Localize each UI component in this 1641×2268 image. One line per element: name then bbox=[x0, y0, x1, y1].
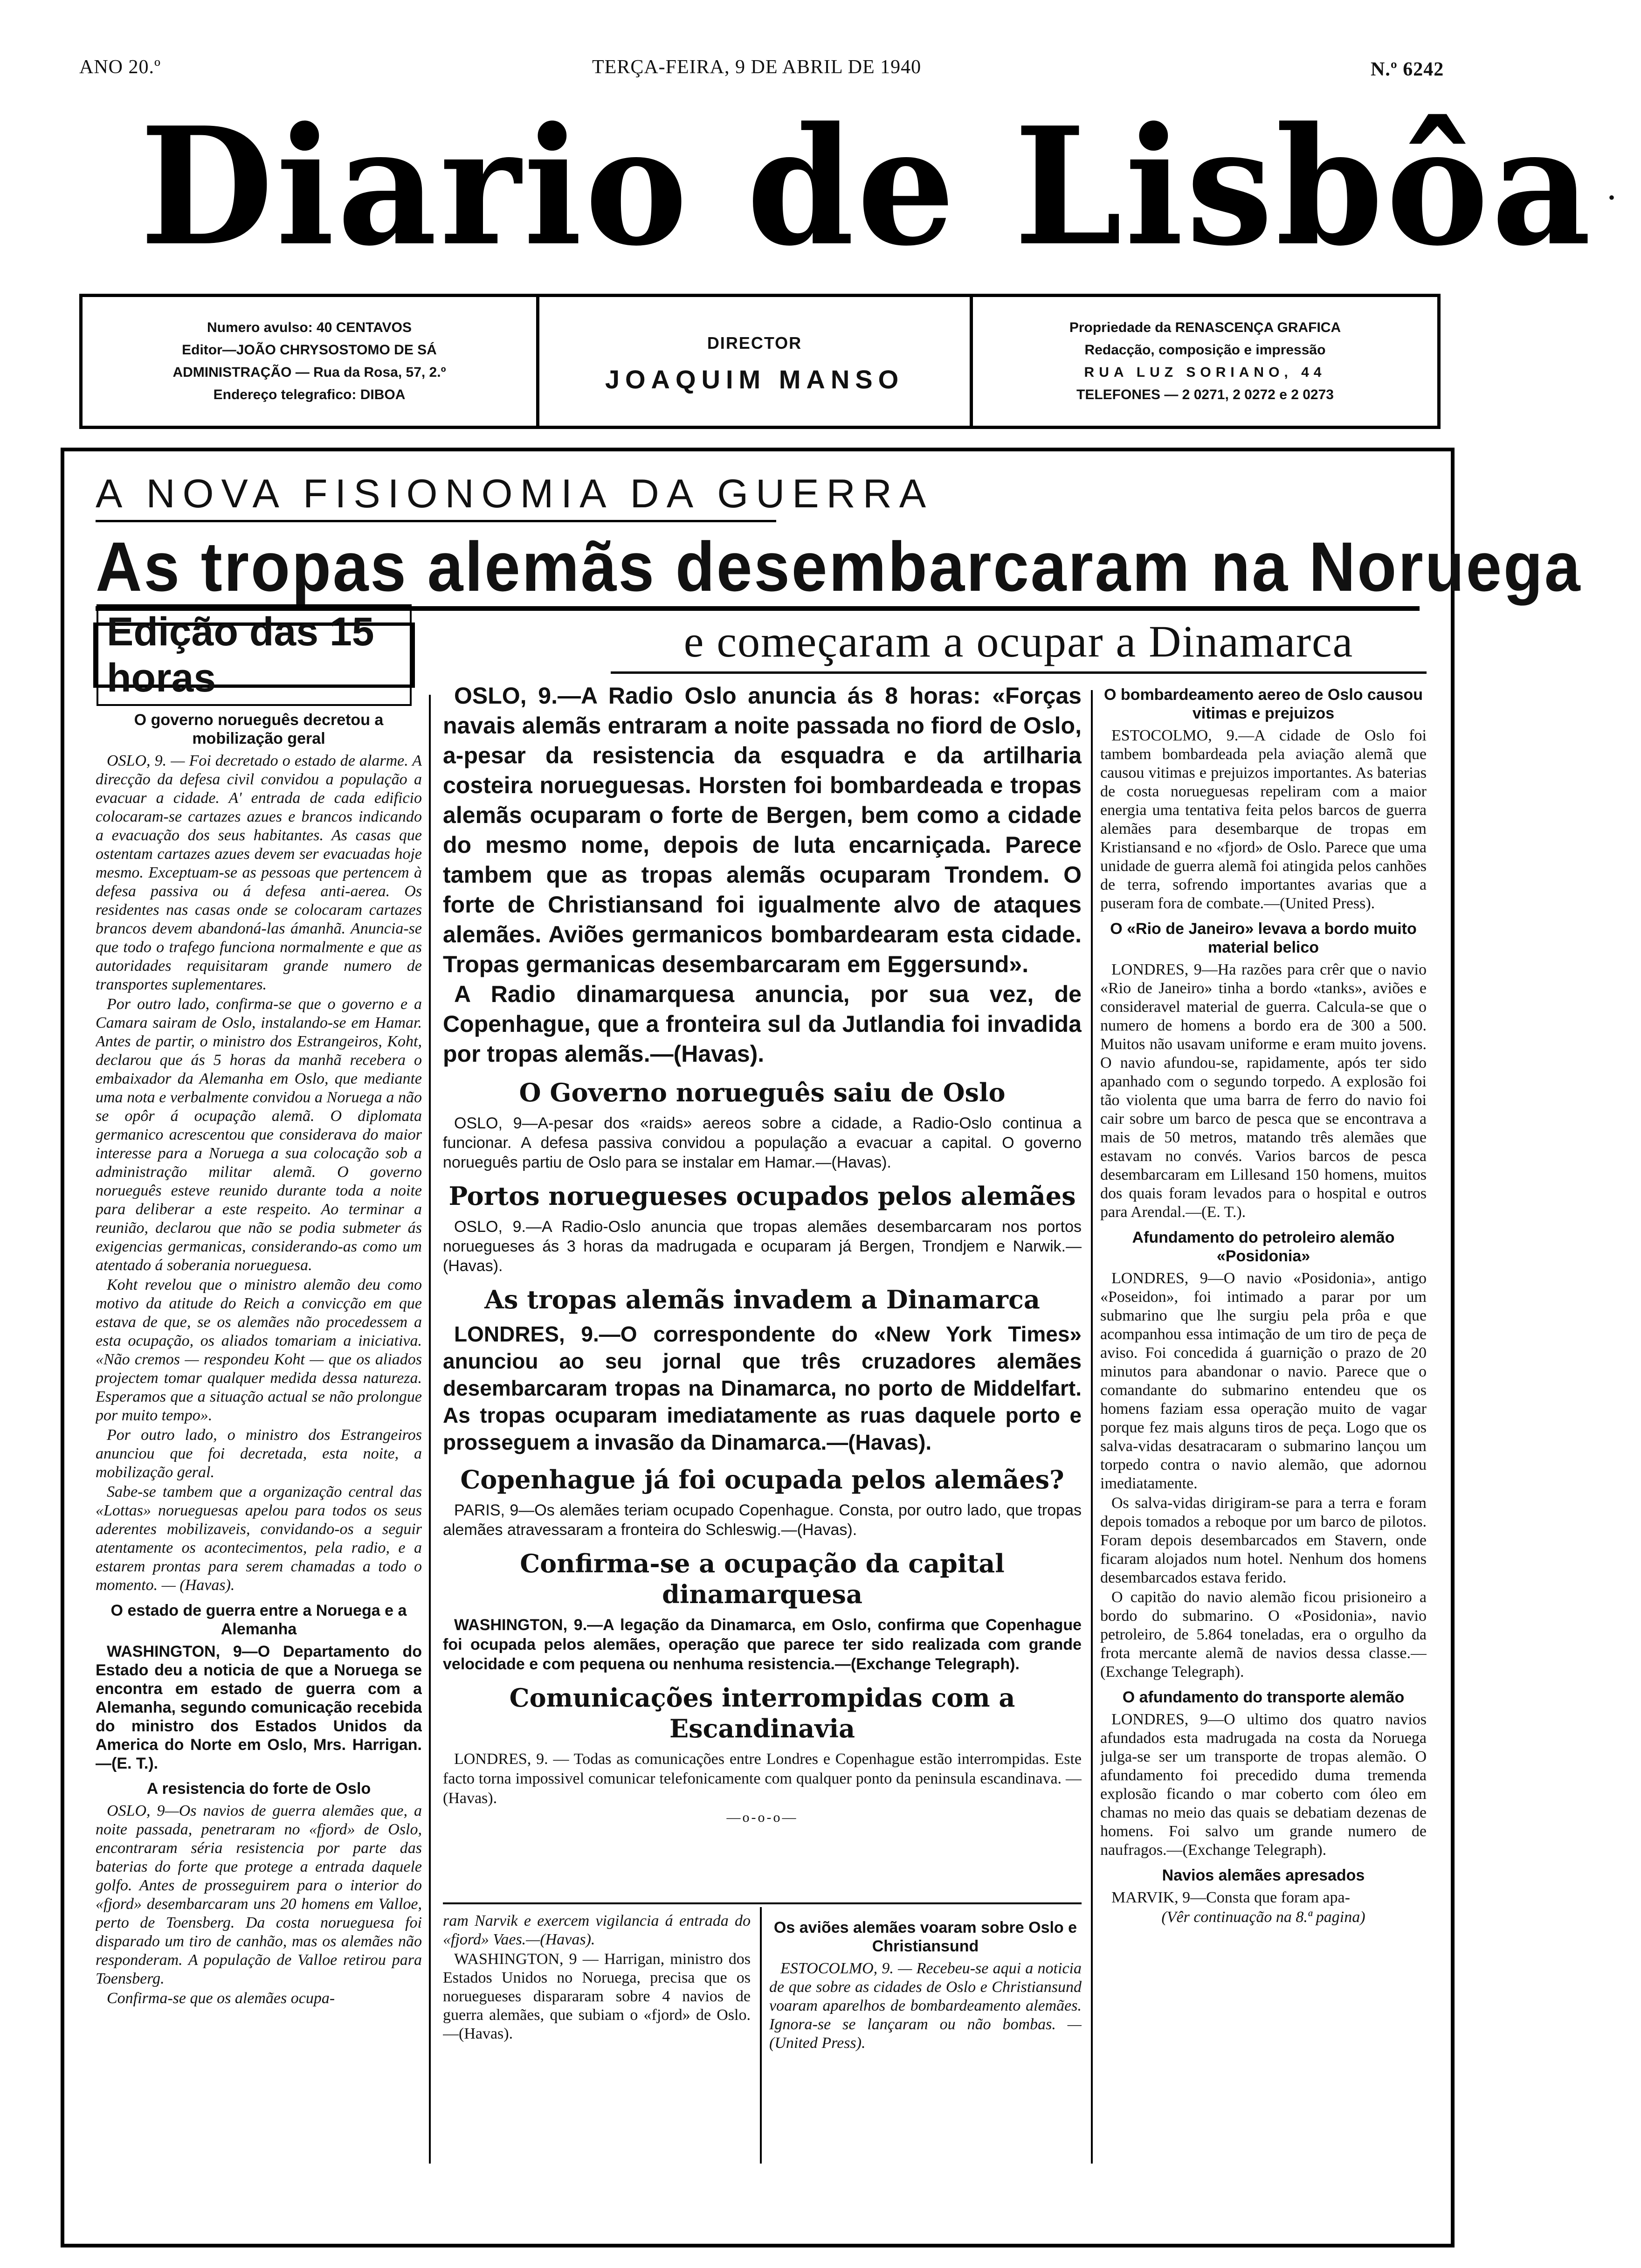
article-paragraph: ram Narvik e exercem vigilancia á entrada do «fjord» Vaes.—(Havas). bbox=[443, 1912, 751, 1948]
article-paragraph: Koht revelou que o ministro alemão deu como motivo da atitude do Reich a convicção em que estava de que, se os alemães não procedessem a esta ocupação, os aliados tomariam a iniciativa. «Não cremos — respondeu Koht — que os aliados projectem tomar qualquer medida dessa natureza. Esperamos que a situação actual se não prolongue por muito tempo». bbox=[96, 1276, 422, 1424]
separator: —o-o-o— bbox=[726, 1810, 798, 1825]
masthead-title: Diario de Lisbôa bbox=[140, 91, 1594, 282]
edition-label: Edição das 15 horas bbox=[97, 604, 412, 706]
article-paragraph: Sabe-se tambem que a organização central das «Lottas» norueguesas apelou para todos os seus aderentes mobilizaveis, convidando-os a seguir atentamente os acontecimentos, pela radio, e a estarem prontas para serem chamadas a todo o momento. — (Havas). bbox=[96, 1483, 422, 1594]
article-paragraph: WASHINGTON, 9—O Departamento do Estado deu a noticia de que a Noruega se encontra em estado de guerra com a Alemanha, segundo comunicação recebida do ministro dos Estados Unidos da America do Norte em Oslo, Mrs. Harrigan.—(E. T.). bbox=[96, 1643, 422, 1772]
margin-dot: • bbox=[1608, 187, 1615, 208]
article-heading: Afundamento do petroleiro alemão «Posidonia» bbox=[1132, 1229, 1395, 1265]
telegraph-line: Endereço telegrafico: DIBOA bbox=[213, 387, 406, 402]
lead-paragraph: A Radio dinamarquesa anuncia, por sua vez, de Copenhague, que a fronteira sul da Jutlandia foi invadida por tropas alemãs.—(Havas). bbox=[443, 981, 1082, 1067]
article-paragraph: Por outro lado, confirma-se que o governo e a Camara sairam de Oslo, instalando-se em Hamar. Antes de partir, o ministro dos Estrangeiros, Koht, declarou que ás 5 horas da manhã recebera o embaixador da Alemanha em Oslo, que mediante uma nota e verbalmente convidou a Noruega a não se opôr á ocupação alemã. O diplomata germanico acrescentou que considerava do maior interesse para a Noruega a sua colocação sob a administração militar alemã. O governo norueguês esteve reunido durante toda a noite para deliberar a este respeito. Ao terminar a reunião, declarou que não se podia submeter ás exigencias germanicas, considerando-as como um atentado á soberania norueguesa. bbox=[96, 996, 422, 1274]
article-paragraph: ESTOCOLMO, 9.—A cidade de Oslo foi tambem bombardeada pela aviação alemã que causou vitimas e prejuizos importantes. As baterias de costa norueguesas repeliram com a maior energia uma tentativa feita pelos barcos de guerra alemães para desembarque de tropas em Kristiansand e no «fjord» de Oslo. Parece que uma unidade de guerra alemã foi atingida pelos canhões de terra, sofrendo importantes avarias que a puseram fora de combate.—(United Press). bbox=[1100, 727, 1427, 912]
article-paragraph: LONDRES, 9—Ha razões para crêr que o navio «Rio de Janeiro» tinha a bordo «tanks», aviões e consideravel material de guerra. Calcula-se que o numero de homens a bordo era de 300 a 500. Muitos não usavam uniforme e eram muito jovens. O navio afundou-se, rapidamente, após ter sido apanhado com o segundo torpedo. A explosão foi tão violenta que uma barra de ferro do navio foi cair sobre um barco de pesca que se encontrava a mais de 50 metros, matando três alemães que estavam no convés. Varios barcos de pesca desembarcaram em Lillesand 150 homens, muitos dos quais foram levados para o hospital e outros para Arendal.—(E. T.). bbox=[1100, 961, 1427, 1221]
article-paragraph: Confirma-se que os alemães ocupa- bbox=[107, 1990, 335, 2007]
article-heading: Navios alemães apresados bbox=[1162, 1867, 1365, 1884]
section-heading: Comunicações interrompidas com a Escandinavia bbox=[509, 1683, 1015, 1743]
main-headline: As tropas alemãs desembarcaram na Noruega bbox=[96, 527, 1582, 606]
article-heading: Os aviões alemães voaram sobre Oslo e Christiansund bbox=[773, 1919, 1077, 1955]
kicker-rule bbox=[96, 520, 776, 522]
article-paragraph: OSLO, 9—Os navios de guerra alemães que, a noite passada, penetraram no «fjord» de Oslo, encontraram séria resistencia por parte das baterias do forte que protege a entrada daquele golfo. Antes de prosseguirem para o interior do «fjord» desembarcaram uns 20 homens em Valloe, perto de Toensberg. Da costa norueguesa foi disparado um tiro de canhão, mas os alemães não responderam. A população de Valloe retirou para Toensberg. bbox=[96, 1802, 422, 1987]
article-heading: O afundamento do transporte alemão bbox=[1122, 1688, 1405, 1706]
left-column bbox=[96, 704, 422, 2164]
section-heading: Confirma-se a ocupação da capital dinamarquesa bbox=[520, 1549, 1005, 1609]
article-paragraph: Os salva-vidas dirigiram-se para a terra e foram depois tomados a reboque por um barco de pilotos. Foram depois desembarcados em Stavern, onde ficaram alojados num hotel. Nenhum dos homens desembarcados estava ferido. bbox=[1100, 1494, 1427, 1586]
section-paragraph: OSLO, 9—A-pesar dos «raids» aereos sobre a cidade, a Radio-Oslo continua a funcionar. A defesa passiva convidou a população a evacuar a capital. O governo norueguês partiu de Oslo para se instalar em Hamar.—(Havas). bbox=[443, 1114, 1082, 1171]
section-paragraph: WASHINGTON, 9.—A legação da Dinamarca, em Oslo, confirma que Copenhague foi ocupada pelos alemães, operação que parece ter sido realizada com grande velocidade e com pequena ou nenhuma resistencia.—(Exchange Telegraph). bbox=[443, 1616, 1082, 1673]
edition-box bbox=[93, 609, 415, 700]
center-bottom-rule bbox=[443, 1902, 1082, 1904]
article-heading: O estado de guerra entre a Noruega e a Alemanha bbox=[110, 1602, 407, 1638]
article-paragraph: ESTOCOLMO, 9. — Recebeu-se aqui a noticia de que sobre as cidades de Oslo e Christiansund voaram aparelhos de bombardeamento alemães. Ignora-se se lançaram ou não bombas. — (United Press). bbox=[769, 1960, 1082, 2052]
center-sub-rule bbox=[760, 1907, 762, 2164]
section-heading: As tropas alemãs invadem a Dinamarca bbox=[484, 1285, 1040, 1314]
info-director bbox=[539, 297, 973, 426]
editorial-line: Redacção, composição e impressão bbox=[1084, 342, 1326, 358]
administration-line: ADMINISTRAÇÃO — Rua da Rosa, 57, 2.º bbox=[172, 365, 446, 380]
subhead-rule bbox=[611, 671, 1427, 674]
info-left bbox=[83, 297, 539, 426]
article-heading: O governo norueguês decretou a mobilização geral bbox=[134, 711, 384, 747]
article-paragraph: MARVIK, 9—Consta que foram apa- bbox=[1111, 1889, 1350, 1906]
article-heading: O «Rio de Janeiro» levava a bordo muito material belico bbox=[1110, 920, 1417, 956]
article-paragraph: O capitão do navio alemão ficou prisioneiro a bordo do submarino. O «Posidonia», navio petroleiro, de 5.864 toneladas, era o orgulho da frota mercante alemã de navios dessa classe.—(Exchange Telegraph). bbox=[1100, 1589, 1427, 1680]
date-label: TERÇA-FEIRA, 9 DE ABRIL DE 1940 bbox=[592, 56, 922, 78]
lead-paragraph: OSLO, 9.—A Radio Oslo anuncia ás 8 horas: «Forças navais alemãs entraram a noite passada no fiord de Oslo, a-pesar da resistencia da esquadra e da artilharia costeira norueguesas. Horsten foi bombardeada e tropas alemãs ocuparam o forte de Bergen, bem como a cidade do mesmo nome, depois de luta encarniçada. Parece tambem que as tropas alemãs ocuparam Trondem. O forte de Christiansand foi igualmente alvo de ataques alemães. Aviões germanicos bombardearam esta cidade. Tropas germanicas desembarcaram em Eggersund». bbox=[443, 683, 1082, 977]
article-heading: O bombardeamento aereo de Oslo causou vitimas e prejuizos bbox=[1104, 686, 1423, 722]
year-label: ANO 20.º bbox=[79, 56, 161, 78]
column-rule-right bbox=[1091, 690, 1093, 2164]
phones-line: TELEFONES — 2 0271, 2 0272 e 2 0273 bbox=[1076, 387, 1334, 402]
subheadline: e começaram a ocupar a Dinamarca bbox=[683, 616, 1354, 666]
center-sub-right bbox=[769, 1912, 1082, 2164]
section-heading: Copenhague já foi ocupada pelos alemães? bbox=[460, 1465, 1064, 1494]
info-right bbox=[973, 297, 1437, 426]
center-sub-left bbox=[443, 1912, 751, 2164]
section-heading: Portos noruegueses ocupados pelos alemães bbox=[448, 1181, 1076, 1211]
article-paragraph: WASHINGTON, 9 — Harrigan, ministro dos Estados Unidos no Noruega, precisa que os noruegueses dispararam sobre 4 navios de guerra alemães, que subiam o «fjord» de Oslo. —(Havas). bbox=[443, 1950, 751, 2042]
right-column bbox=[1100, 685, 1427, 2164]
editor-line: Editor—JOÃO CHRYSOSTOMO DE SÁ bbox=[182, 342, 437, 358]
masthead-info-box bbox=[79, 294, 1441, 429]
center-column bbox=[443, 681, 1082, 1893]
section-paragraph: LONDRES, 9.—O correspondente do «New York Times» anunciou ao seu jornal que três cruzadores alemães desembarcaram tropas na Dinamarca, no porto de Middelfart. As tropas ocuparam imediatamente as ruas daquele porto e prosseguem a invasão da Dinamarca.—(Havas). bbox=[443, 1322, 1082, 1454]
column-rule-left bbox=[429, 695, 431, 2164]
owner-line: Propriedade da RENASCENÇA GRAFICA bbox=[1069, 320, 1341, 335]
price-line: Numero avulso: 40 CENTAVOS bbox=[207, 320, 412, 335]
article-paragraph: Por outro lado, o ministro dos Estrangeiros anunciou que foi decretada, esta noite, a mobilização geral. bbox=[96, 1426, 422, 1481]
continuation-note: (Vêr continuação na 8.ª pagina) bbox=[1161, 1908, 1365, 1926]
article-heading: A resistencia do forte de Oslo bbox=[146, 1780, 371, 1798]
director-name: JOAQUIM MANSO bbox=[605, 365, 904, 394]
issue-number: N.º 6242 bbox=[1371, 59, 1444, 80]
section-paragraph: LONDRES, 9. — Todas as comunicações entre Londres e Copenhague estão interrompidas. Este facto torna impossivel comunicar telefonicamente com qualquer ponto da peninsula escandinava. — (Havas). bbox=[443, 1750, 1082, 1807]
section-paragraph: OSLO, 9.—A Radio-Oslo anuncia que tropas alemães desembarcaram nos portos noruegueses ás 3 horas da madrugada e ocuparam já Bergen, Trondjem e Narwik.—(Havas). bbox=[443, 1218, 1082, 1275]
address-line: RUA LUZ SORIANO, 44 bbox=[1084, 365, 1326, 380]
section-paragraph: PARIS, 9—Os alemães teriam ocupado Copenhague. Consta, por outro lado, que tropas alemães atravessaram a fronteira do Schleswig.—(Havas). bbox=[443, 1501, 1082, 1539]
article-paragraph: LONDRES, 9—O navio «Posidonia», antigo «Poseidon», foi intimado a parar por um submarino que lhe surgiu pela prôa e que acompanhou essa intimação de um tiro de peça de aviso. Foi concedida á guarnição o prazo de 20 minutos para abandonar o navio. Parece que o comandante do submarino entendeu que os homens faziam essa operação muito de vagar porque fez mais alguns tiros de peça. Logo que os salva-vidas desatracaram o submarino lançou um torpedo contra o navio alemão, que adornou imediatamente. bbox=[1100, 1270, 1427, 1492]
kicker: A NOVA FISIONOMIA DA GUERRA bbox=[96, 471, 934, 516]
director-label: DIRECTOR bbox=[707, 333, 802, 353]
article-paragraph: OSLO, 9. — Foi decretado o estado de alarme. A direcção da defesa civil convidou a população a evacuar a cidade. A' entrada de cada edificio colocaram-se cartazes azues e brancos indicando a evacuação dos seus habitantes. As casas que ostentam cartazes azues devem ser evacuadas hoje mesmo. Exceptuam-se as pessoas que pertencem à defesa passiva ou á defesa anti-aerea. Os residentes nas casas onde se colocaram cartazes brancos devem abandoná-las ámanhã. Anuncia-se que todo o trafego funciona normalmente e que as autoridades requisitaram grande numero de transportes suplementares. bbox=[96, 752, 422, 993]
section-heading: O Governo norueguês saiu de Oslo bbox=[519, 1078, 1006, 1107]
article-paragraph: LONDRES, 9—O ultimo dos quatro navios afundados esta madrugada na costa da Noruega julga-se ser um transporte de tropas alemão. O afundamento foi precedido duma tremenda explosão ficando o mar coberto com óleo em chamas no meio das quais se debatiam dezenas de homens. Foi salvo um grande numero de naufragos.—(Exchange Telegraph). bbox=[1100, 1711, 1427, 1859]
